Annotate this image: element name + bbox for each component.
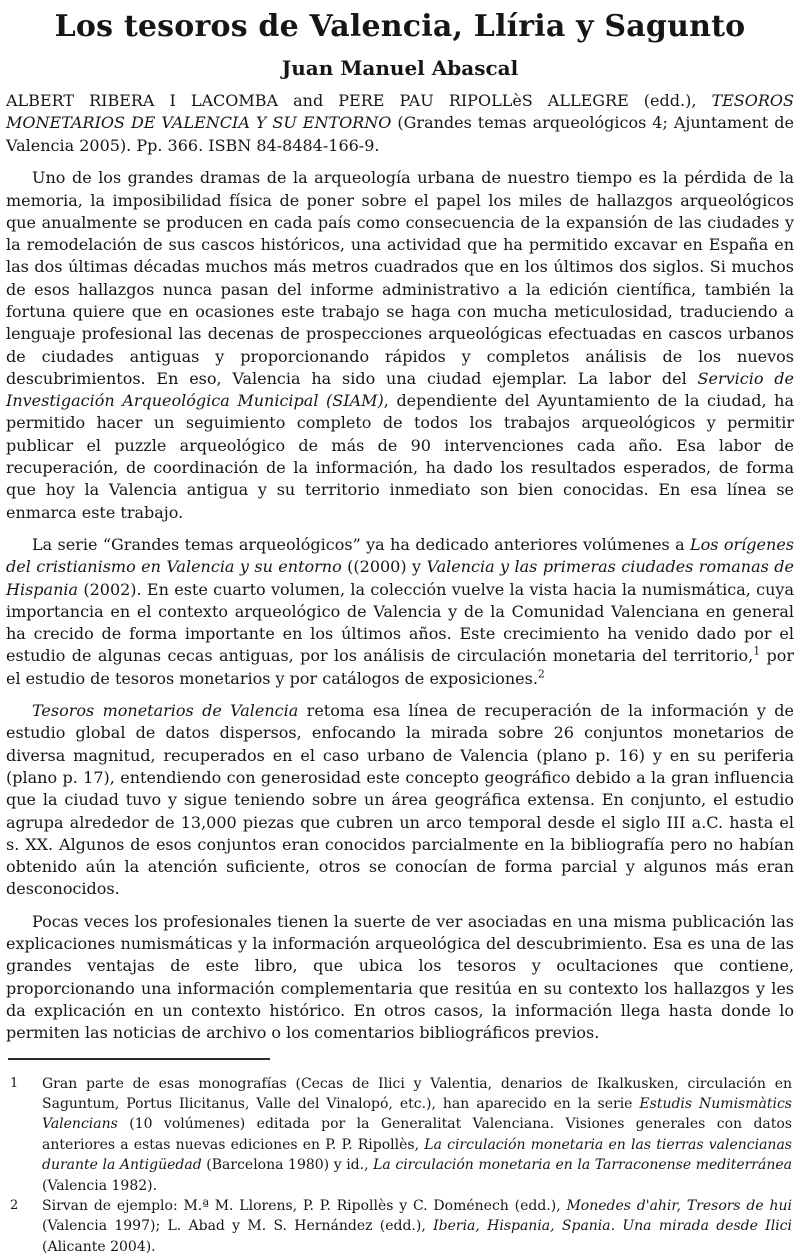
article-author: Juan Manuel Abascal (6, 55, 794, 81)
footnote-2 (6, 1196, 794, 1257)
italic-text: La circulación monetaria en las tierras valencianas durante la Antigüedad (42, 1137, 792, 1173)
footnote-divider (8, 1058, 270, 1060)
text-run: La serie “Grandes temas arqueológicos” ya ha dedicado anteriores volúmenes a (32, 535, 690, 554)
italic-text: Servicio de Investigación Arqueológica Municipal (SIAM) (6, 369, 794, 410)
text-run: Gran parte de esas monografías (Cecas de Ilici y Valentia, denarios de Ikalkusken, circulación en Saguntum, Portus Ilicitanus, Valle del Vinalopó, etc.), han aparecido en la serie (42, 1076, 792, 1112)
article-title: Los tesoros de Valencia, Llíria y Sagunto (6, 8, 794, 46)
text-run: retoma esa línea de recuperación de la información y de estudio global de datos dispersos, enfocando la mirada sobre 26 conjuntos monetarios de diversa magnitud, recuperados en el caso urbano de Valencia (plano p. 16) y en su periferia (plano p. 17), entendiendo con generosidad este concepto geográfico debido a la gran influencia que la ciudad tuvo y sigue teniendo sobre un área geográfica extensa. En conjunto, el estudio agrupa alrededor de 13,000 piezas que cubren un arco temporal desde el siglo III a.C. hasta el s. XX. Algunos de esos conjuntos eran conocidos parcialmente en la bibliografía pero no habían obtenido aún la atención suficiente, otros se conocían de forma parcial y algunos más eran desconocidos. (6, 701, 794, 898)
italic-text: Tesoros monetarios de Valencia (32, 701, 298, 720)
text-run: (Grandes temas arqueológicos 4; Ajuntament de Valencia 2005). Pp. 366. ISBN 84-8484-166-9. (6, 113, 794, 154)
text-run: Uno de los grandes dramas de la arqueología urbana de nuestro tiempo es la pérdida de la memoria, la imposibilidad física de poner sobre el papel los miles de hallazgos arqueológicos que anualmente se producen en cada país como consecuencia de la expansión de las ciudades y la remodelación de sus cascos históricos, una actividad que ha permitido excavar en España en las dos últimas décadas muchos más metros cuadrados que en los últimos dos siglos. Si muchos de esos hallazgos nunca pasan del informe administrativo a la edición científica, también la fortuna quiere que en ocasiones este trabajo se haga con mucha meticulosidad, traduciendo a lenguaje profesional las decenas de prospecciones arqueológicas efectuadas en cascos urbanos de ciudades antiguas y proporcionando rápidos y completos análisis de los nuevos descubrimientos. En eso, Valencia ha sido una ciudad ejemplar. La labor del (6, 168, 794, 388)
text-run: por el estudio de tesoros monetarios y por catálogos de exposiciones. (6, 646, 794, 687)
text-run: , dependiente del Ayuntamiento de la ciudad, ha permitido hacer un seguimiento completo de todos los trabajos arqueológicos y permitir publicar el puzzle arqueológico de más de 90 intervenciones cada año. Esa labor de recuperación, de coordinación de la información, ha dado los resultados esperados, de forma que hoy la Valencia antigua y su territorio inmediato son bien conocidas. En esa línea se enmarca este trabajo. (6, 391, 794, 521)
footnote-1 (6, 1074, 794, 1196)
italic-text: Estudis Numismàtics Valencians (42, 1096, 792, 1132)
text-run: (Valencia 1982). (42, 1178, 157, 1194)
paragraph-3 (6, 700, 794, 901)
italic-text: Iberia, Hispania, Spania. Una mirada desde Ilici (433, 1218, 792, 1234)
text-run: (Barcelona 1980) y id., (202, 1157, 373, 1173)
paragraph-1 (6, 167, 794, 524)
italic-text: La circulación monetaria en la Tarraconense mediterránea (373, 1157, 792, 1173)
footnote-ref: 2 (538, 667, 545, 680)
text-run: ((2000) y (342, 557, 427, 576)
text-run: (Valencia 1997); L. Abad y M. S. Hernández (edd.), (42, 1218, 433, 1234)
paragraph-2 (6, 534, 794, 690)
text-run: (2002). En este cuarto volumen, la colección vuelve la vista hacia la numismática, cuya importancia en el contexto arqueológico de Valencia y de la Comunidad Valenciana en general ha crecido de forma importante en los últimos años. Este crecimiento ha venido dado por el estudio de algunas cecas antiguas, por los análisis de circulación monetaria del territorio, (6, 580, 794, 666)
italic-text: TESOROS MONETARIOS DE VALENCIA Y SU ENTORNO (6, 91, 794, 132)
footnote-number: 1 (6, 1074, 42, 1196)
footnote-text (42, 1196, 794, 1257)
text-run: (Alicante 2004). (42, 1239, 156, 1255)
footnote-ref: 1 (753, 645, 760, 658)
paragraph-4 (6, 911, 794, 1045)
text-run: (10 volúmenes) editada por la Generalitat Valenciana. Visiones generales con datos anteriores a estas nuevas ediciones en P. P. Ripollès, (42, 1116, 792, 1152)
footnotes-section (6, 1074, 794, 1257)
book-citation (6, 90, 794, 157)
italic-text: Monedes d'ahir, Tresors de hui (566, 1198, 792, 1214)
text-run: Sirvan de ejemplo: M.ª M. Llorens, P. P. Ripollès y C. Doménech (edd.), (42, 1198, 566, 1214)
text-run: ALBERT RIBERA I LACOMBA and PERE PAU RIPOLLèS ALLEGRE (edd.), (6, 91, 711, 110)
italic-text: Los orígenes del cristianismo en Valencia y su entorno (6, 535, 794, 576)
footnote-number: 2 (6, 1196, 42, 1257)
footnote-text (42, 1074, 794, 1196)
text-run: Pocas veces los profesionales tienen la suerte de ver asociadas en una misma publicación las explicaciones numismáticas y la información arqueológica del descubrimiento. Esa es una de las grandes ventajas de este libro, que ubica los tesoros y ocultaciones que contiene, proporcionando una información complementaria que resitúa en su contexto los hallazgos y les da explicación en un contexto histórico. En otros casos, la información llega hasta donde lo permiten las noticias de archivo o los comentarios bibliográficos previos. (6, 912, 794, 1042)
italic-text: Valencia y las primeras ciudades romanas de Hispania (6, 557, 794, 598)
